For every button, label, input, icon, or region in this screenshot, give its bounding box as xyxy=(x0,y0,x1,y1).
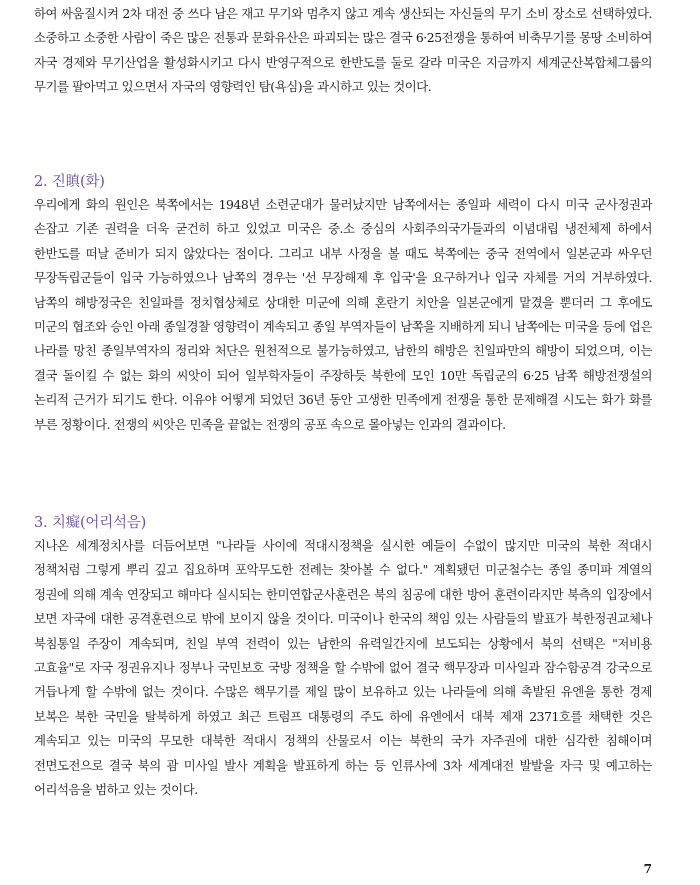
intro-paragraph: 하여 싸움질시켜 2차 대전 중 쓰다 남은 재고 무기와 멈추지 않고 계속 생산되는 자신들의 무기 소비 장소로 선택하였다. 소중하고 소중한 사람이 죽은 많은 전통과 문화유산은 파괴되는 많은 결국 6·25전쟁을 통하여 비축무기를 몽땅 소비하여 자국 경제와 무기산업을 활성화시키고 다시 반영구적으로 한반도를 둘로 갈라 미국은 지금까지 세계군산복합체그룹의 무기를 팔아먹고 있으면서 자국의 영향력인 탐(욕심)을 과시하고 있는 것이다. xyxy=(34,6,652,95)
section-2-body: 우리에게 화의 원인은 북쪽에서는 1948년 소련군대가 물러났지만 남쪽에서는 종일파 세력이 다시 미국 군사정권과 손잡고 기존 권력을 더욱 굳건히 하고 있었고 미국은 중.소 중심의 사회주의국가들과의 이념대립 냉전체제 하에서 한반도를 떠날 준비가 되지 않았다는 점이다. 그리고 내부 사정을 볼 때도 북쪽에는 중국 전역에서 일본군과 싸우던 무장독립군들이 입국 가능하였으나 남쪽의 경우는 '선 무장해제 후 입국'을 요구하거나 입국 자체를 거의 거부하였다. 남쪽의 해방정국은 친일파를 정치협상체로 상대한 미군에 의해 혼란기 치안을 일본군에게 맡겼을 뿐더러 그 후에도 미군의 협조와 승인 아래 종일경찰 영향력이 계속되고 종일 부역자들이 남쪽을 지배하게 되니 남쪽에는 미국을 등에 업은 나라를 망친 종일부역자의 정리와 처단은 원천적으로 불가능하였고, 남한의 해방은 친일파만의 해방이 되었으며, 이는 결국 돌이킬 수 없는 화의 씨앗이 되어 일부학자들이 주장하듯 북한에 모인 10만 독립군의 6·25 남쪽 해방전쟁설의 논리적 근거가 되기도 한다. 이유야 어떻게 되었던 36년 동안 고생한 민족에게 전쟁을 통한 문제해결 시도는 화가 화를 부른 정황이다. 전쟁의 씨앗은 민족을 끝없는 전쟁의 공포 속으로 몰아넣는 인과의 결과이다. xyxy=(34,197,652,432)
section-3-heading: 3. 치癡(어리석음) xyxy=(34,515,147,531)
page-number: 7 xyxy=(643,862,652,876)
section-2-heading: 2. 진瞋(화) xyxy=(34,174,105,190)
section-3-body: 지나온 세계정치사를 더듬어보면 "나라들 사이에 적대시정책을 실시한 예들이 수없이 많지만 미국의 북한 적대시 정책처럼 그렇게 뿌리 깊고 집요하며 포악무도한 전례는 찾아볼 수 없다." 계획됐던 미군철수는 종일 종미파 계열의 정권에 의해 계속 연장되고 해마다 실시되는 한미연합군사훈련은 북의 침공에 대한 방어 훈련이라지만 북측의 입장에서 보면 자국에 대한 공격훈련으로 밖에 보이지 않을 것이다. 미국이나 한국의 책임 있는 사람들의 발표가 북한정권교체나 북침통일 주장이 계속되며, 친일 부역 전력이 있는 남한의 유력일간지에 보도되는 상황에서 북의 선택은 "저비용 고효율"로 자국 정권유지나 정부나 국민보호 국방 정책을 할 수밖에 없어 결국 핵무장과 미사일과 잠수함공격 강국으로 거듭나게 할 수밖에 없는 것이다. 수많은 핵무기를 제일 많이 보유하고 있는 나라들에 의해 촉발된 유엔을 통한 경제 보복은 북한 국민을 탈북하게 하였고 최근 트럼프 대통령의 주도 하에 유엔에서 대북 제재 2371호를 채택한 것은 계속되고 있는 미국의 무모한 대북한 적대시 정책의 산물로서 이는 북한의 국가 자주권에 대한 심각한 침해이며 전면도전으로 결국 북의 괌 미사일 발사 계획을 발표하게 하는 등 인류사에 3차 세계대전 발발을 자극 및 예고하는 어리석음을 범하고 있는 것이다. xyxy=(34,538,652,798)
